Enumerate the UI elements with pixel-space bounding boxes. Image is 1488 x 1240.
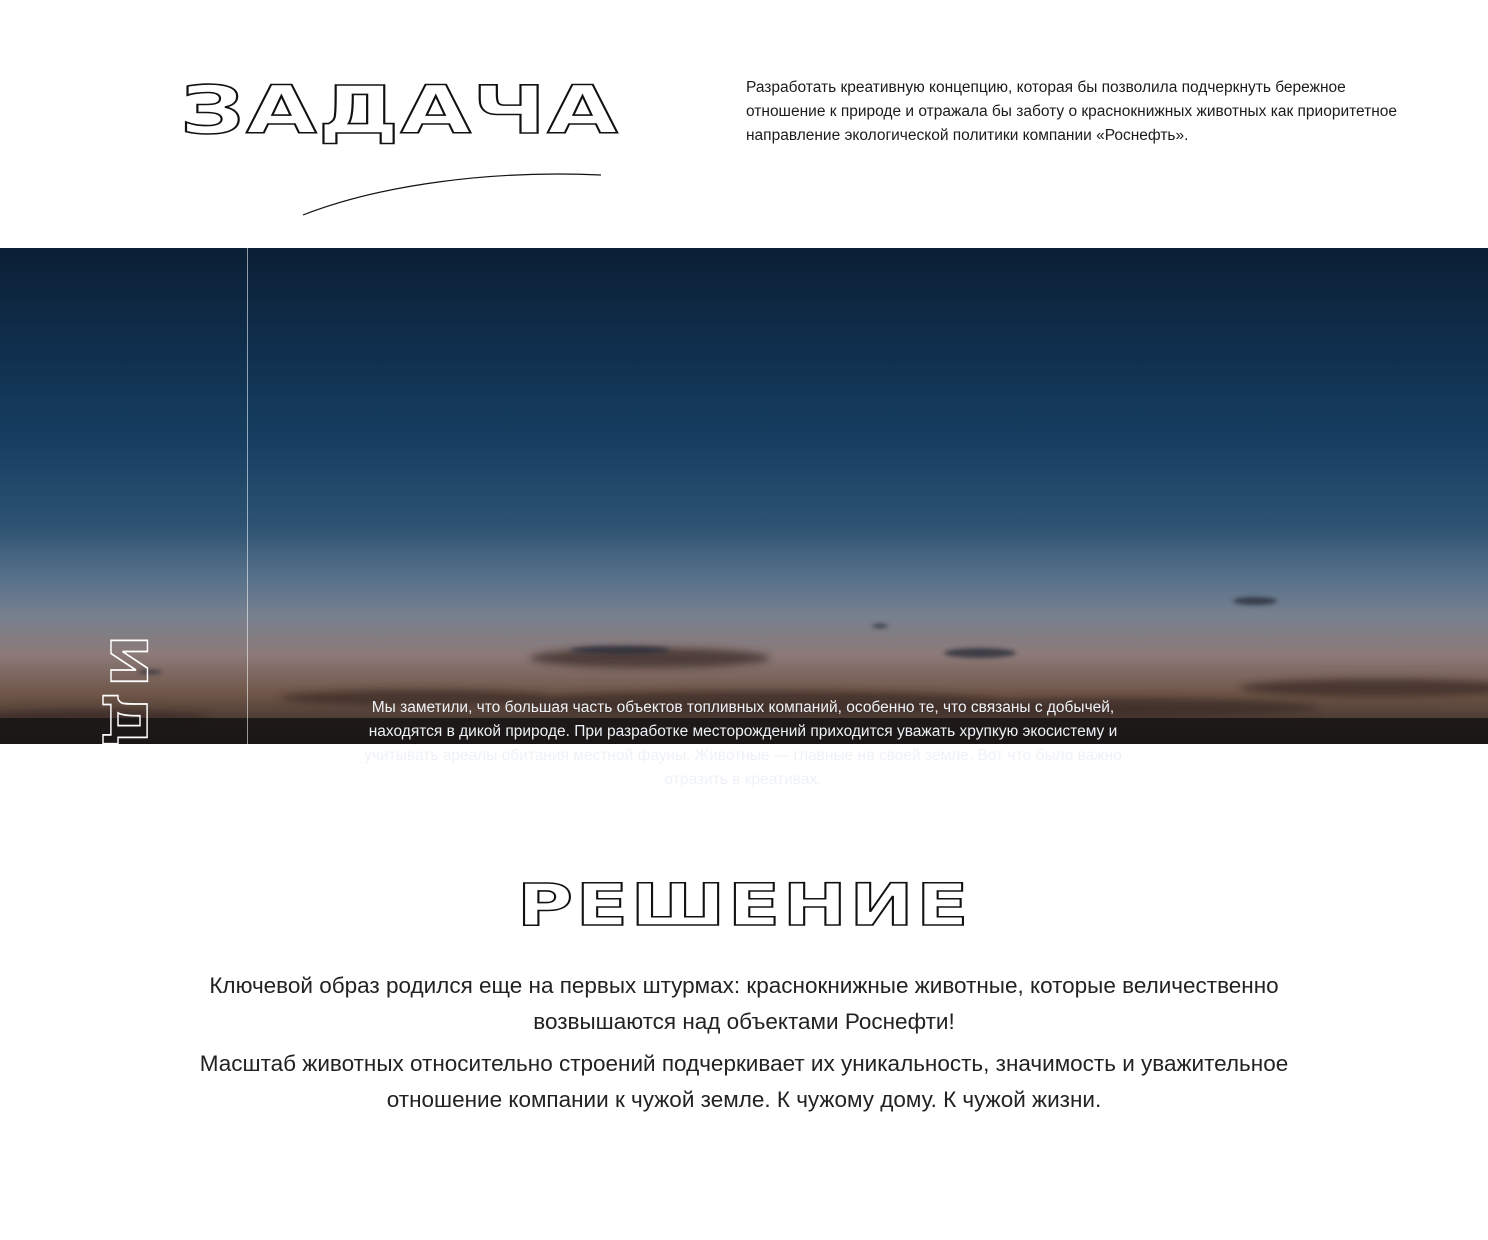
solution-paragraph-1: Ключевой образ родился еще на первых штурмах: краснокнижные животные, которые величественно возвышаются над объектами Роснефти! <box>209 973 1279 1034</box>
solution-title: РЕШЕНИЕ <box>516 871 972 939</box>
idea-section: ИДЕЯ Мы заметили, что большая часть объектов топливных компаний, особенно те, что связаны с добычей, находятся в дикой природе. При разработке месторождений приходится уважать хрупкую экосистему и учитывать ареалы обитания местной фауны. Животные — главные на своей земле. Вот что было важно отразить в креативах. <box>0 248 1488 744</box>
sunset-sky-image <box>0 248 1488 744</box>
swoosh-decoration <box>300 165 605 220</box>
idea-description: Мы заметили, что большая часть объектов топливных компаний, особенно те, что связаны с добычей, находятся в дикой природе. При разработке месторождений приходится уважать хрупкую экосистему и учитывать ареалы обитания местной фауны. Животные — главные на своей земле. Вот что было важно отразить в креативах. <box>364 699 1122 788</box>
task-title: ЗАДАЧА <box>180 72 620 149</box>
task-description: Разработать креативную концепцию, которая бы позволила подчеркнуть бережное отношение к природе и отражала бы заботу о краснокнижных животных как приоритетное направление экологической политики компании «Роснефть». <box>746 79 1398 144</box>
solution-paragraph-2: Масштаб животных относительно строений подчеркивает их уникальность, значимость и уважительное отношение компании к чужой земле. К чужому дому. К чужой жизни. <box>199 1051 1289 1112</box>
vertical-divider <box>247 248 248 744</box>
